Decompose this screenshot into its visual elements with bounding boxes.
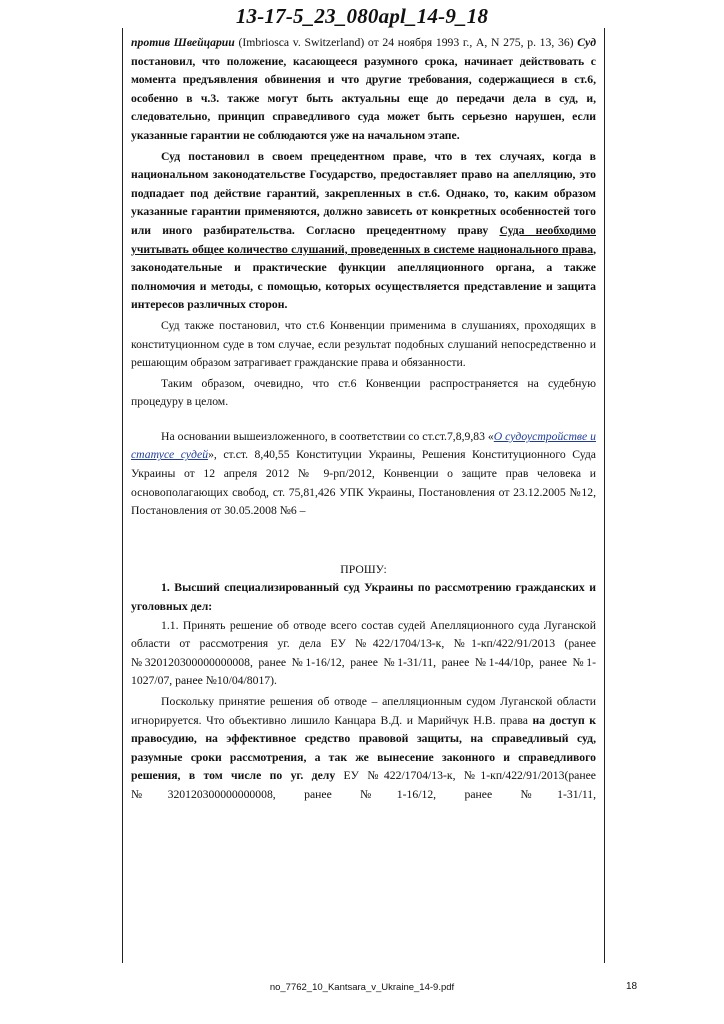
paragraph-5	[131, 428, 596, 521]
court-word: Суд	[577, 36, 596, 49]
paragraph-5-start: На основании вышеизложенного, в соответствии со ст.ст.7,8,9,83 «	[161, 429, 494, 443]
request-heading: ПРОШУ:	[340, 562, 387, 576]
item-1-1: 1.1. Принять решение об отводе всего состав судей Апелляционного суда Луганской области от рассмотрения уг. дела ЕУ №422/1704/13-к, №1-кп/422/91/2013 (ранее №320120300000000008, ранее №1-16/12, ранее №1-31/11, ранее №1-44/10р, ранее №1-1027/07, ранее №10/04/8017).	[131, 618, 596, 688]
paragraph-4: Таким образом, очевидно, что ст.6 Конвенции распространяется на судебную процедуру в целом.	[131, 376, 596, 409]
paragraph-5-end: », ст.ст. 8,40,55 Конституции Украины, Решения Конституционного Суда Украины от 12 апреля 2012 № 9-рп/2012, Конвенции о защите прав человека и основополагающих свобод, ст. 75,81,426 УПК Украины, Постановления от 23.12.2005 №12, Постановления от 30.05.2008 №6 –	[131, 448, 596, 518]
paragraph-last	[131, 693, 596, 805]
item-1-heading: 1. Высший специализированный суд Украины по рассмотрению гражданских и уголовных дел:	[131, 581, 596, 614]
law-link[interactable]: О судоустройстве и статусе судей	[131, 429, 596, 462]
document-body	[131, 34, 596, 805]
paragraph-3: Суд также постановил, что ст.6 Конвенции применима в слушаниях, проходящих в конституционном суде в том случае, если результат подобных слушаний непосредственно и решающим образом затрагивает гражданские права и обязанности.	[131, 318, 596, 370]
paragraph-1	[131, 34, 596, 146]
case-name: против Швейцарии	[131, 36, 235, 49]
paragraph-2-underlined: Суда необходимо учитывать общее количество слушаний, проведенных в системе национального права	[131, 223, 596, 256]
paragraph-1-bold: постановил, что положение, касающееся разумного срока, начинает действовать с момента предъявления обвинения и что другие требования, содержащиеся в ст.6, особенно в ч.3. также могут быть актуальны еще до передачи дела в суд, и, следовательно, принцип справедливого суда может быть серьезно нарушен, если указанные гарантии не соблюдаются уже на начальном этапе.	[131, 54, 596, 142]
document-header-title: 13-17-5_23_080apl_14-9_18	[235, 4, 489, 28]
page-frame	[122, 28, 605, 963]
footer-page-number: 18	[626, 981, 638, 992]
paragraph-last-tail: ЕУ №422/1704/13-к, №1-кп/422/91/2013(ранее №320120300000000008, ранее №1-16/12, ранее №1-31/11,	[131, 769, 596, 801]
paragraph-last-plain: Поскольку принятие решения об отводе – апелляционным судом Луганской области игнорируется. Что объективно лишило Канцара В.Д. и Марийчук Н.В. права	[131, 695, 596, 727]
paragraph-2-end: , законодательные и практические функции апелляционного органа, а также полномочия и методы, с помощью, которых осуществляется представление и защита интересов различных сторон.	[131, 242, 596, 312]
case-citation: (Imbrioscа v. Switzerland) от 24 ноября 1993 г., A, N 275, p. 13, 36)	[234, 36, 578, 49]
paragraph-last-bold: на доступ к правосудию, на эффективное средство правовой защиты, на справедливый суд, разумные сроки рассмотрения, а так же вынесение законного и справедливого решения, в том числе по уг. делу	[131, 713, 596, 783]
paragraph-2	[131, 148, 596, 315]
paragraph-2-start: Суд постановил в своем прецедентном праве, что в тех случаях, когда в национальном законодательстве Государство, предоставляет право на апелляцию, это подпадает под действие гарантий, закрепленных в ст.6. Однако, то, каким образом указанные гарантии применяются, должно зависеть от конкретных особенностей того или иного разбирательства. Согласно прецедентному праву	[131, 149, 596, 237]
footer-filename: no_7762_10_Kantsara_v_Ukraine_14-9.pdf	[269, 982, 455, 993]
